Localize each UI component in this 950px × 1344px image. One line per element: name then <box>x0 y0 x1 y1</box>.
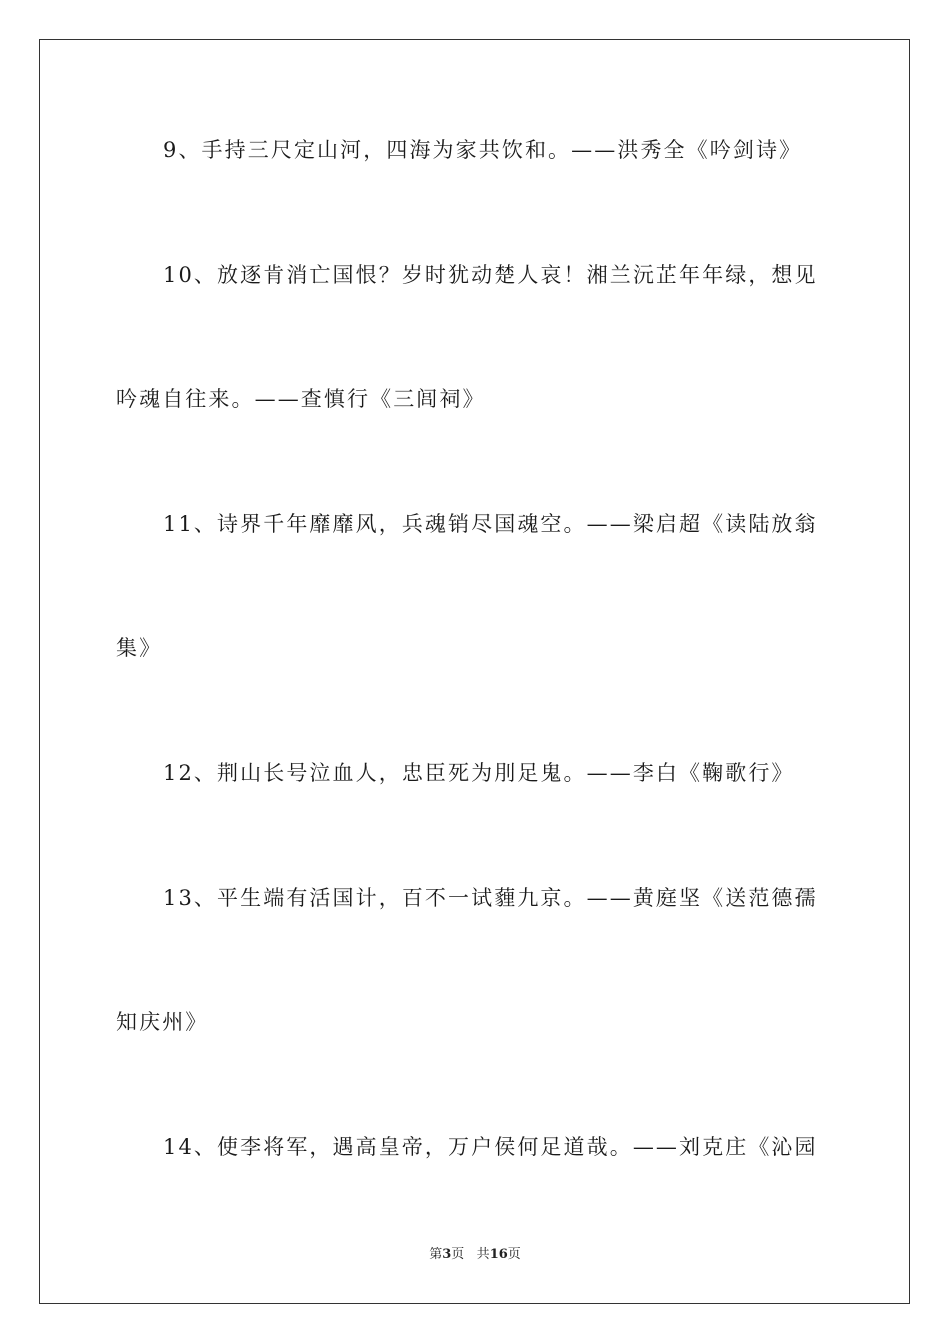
footer-page-unit: 页 <box>451 1247 465 1262</box>
total-pages-number: 16 <box>489 1247 508 1262</box>
current-page-number: 3 <box>442 1247 452 1262</box>
poem-line-12: 12、荆山长号泣血人，忠臣死为刖足鬼。——李白《鞠歌行》 <box>163 761 795 785</box>
poem-line-11-continued: 集》 <box>116 636 163 660</box>
poem-line-14: 14、使李将军，遇高皇帝，万户侯何足道哉。——刘克庄《沁园 <box>163 1135 818 1159</box>
poem-line-9: 9、手持三尺定山河，四海为家共饮和。——洪秀全《吟剑诗》 <box>163 138 803 162</box>
poem-line-13: 13、平生端有活国计，百不一试薶九京。——黄庭坚《送范德孺 <box>163 886 818 910</box>
page-frame <box>39 39 910 1304</box>
footer-prefix: 第 <box>429 1247 443 1262</box>
footer-total-prefix: 共 <box>476 1247 490 1262</box>
page-footer <box>0 1243 950 1262</box>
footer-total-unit: 页 <box>507 1247 521 1262</box>
poem-line-11: 11、诗界千年靡靡风，兵魂销尽国魂空。——梁启超《读陆放翁 <box>163 512 818 536</box>
poem-line-10-continued: 吟魂自往来。——查慎行《三闾祠》 <box>116 387 486 411</box>
poem-line-13-continued: 知庆州》 <box>116 1010 209 1034</box>
poem-line-10: 10、放逐肯消亡国恨？岁时犹动楚人哀！湘兰沅芷年年绿，想见 <box>163 263 818 287</box>
